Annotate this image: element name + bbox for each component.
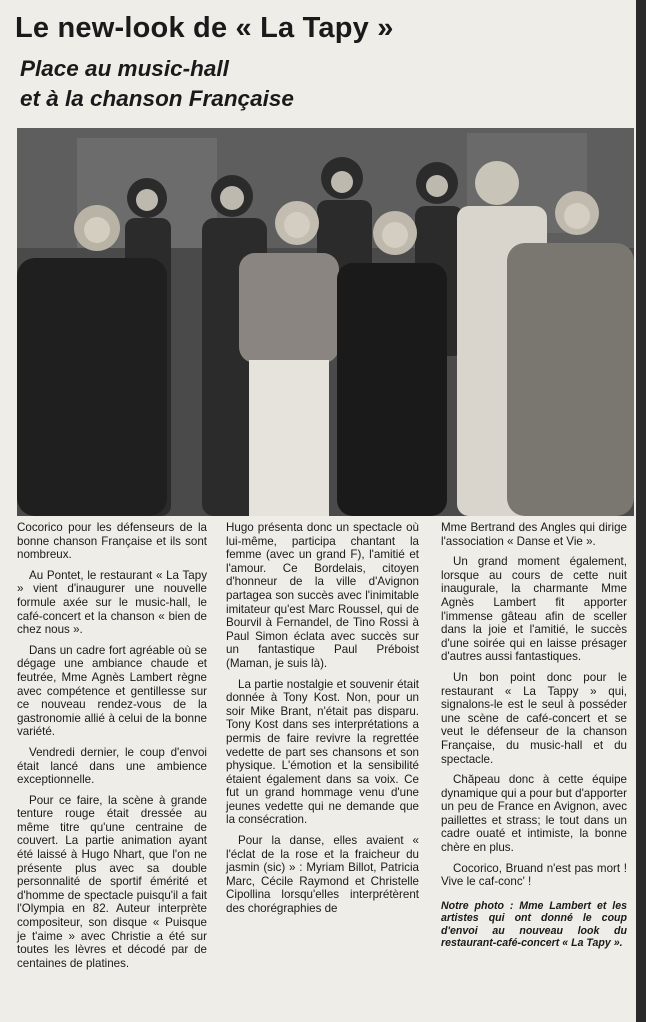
paragraph: Un bon point donc pour le restaurant « La Tappy » qui, signalons-le est le seul à posséder une scène de café-concert et se veut le défenseur de la chanson Française, du music-hall et du spectacle. <box>441 670 627 766</box>
headline: Le new-look de « La Tapy » <box>15 12 394 44</box>
paragraph: Pour ce faire, la scène à grande tenture rouge était dressée au même titre qu'une centraine de couvert. La partie animation ayant été laissé à Hugo Nhart, que l'on ne présente plus avec sa double personnalité de sportif émérité et d'homme de spectacle puisqu'il a fait l'Olympia en 82. Auteur interprète compositeur, son disque « Puisque je t'aime » avec Christie a été sur toutes les lèvres et décodé par de centaines de platines. <box>17 793 207 970</box>
article-column-3 <box>441 521 627 949</box>
article-column-2 <box>226 521 419 923</box>
paragraph: Un grand moment également, lorsque au cours de cette nuit inaugurale, la charmante Mme Agnès Lambert fit apporter l'immense gâteau afin de sceller dans la joie et l'amitié, le succès d'une soirée qui en laisse présager d'autres aussi fantastiques. <box>441 555 627 664</box>
paragraph: Vendredi dernier, le coup d'envoi était lancé dans une ambience exceptionnelle. <box>17 745 207 787</box>
paragraph: Chăpeau donc à cette équipe dynamique qui a pour but d'apporter un peu de France en Avignon, avec paillettes et strass; le tout dans un cadre ouaté et intimiste, la bonne chère en plus. <box>441 773 627 855</box>
subhead-line-2: et à la chanson Française <box>20 86 294 111</box>
photo-caption: Notre photo : Mme Lambert et les artistes qui ont donné le coup d'envoi au nouveau look du restaurant-café-concert « La Tapy ». <box>441 899 627 950</box>
paragraph: Cocorico, Bruand n'est pas mort ! Vive le caf-conc' ! <box>441 861 627 889</box>
paragraph: Au Pontet, le restaurant « La Tapy » vient d'inaugurer une nouvelle formule axée sur le music-hall, le café-concert et la chanson « bien de chez nous ». <box>17 568 207 637</box>
paragraph: Pour la danse, elles avaient « l'éclat de la rose et la fraicheur du jasmin (sic) » : Myriam Billot, Patricia Marc, Cécile Raymond et Christelle Cipollina lorsqu'elles interprétèrent des chorégraphies de <box>226 834 419 916</box>
paragraph: Cocorico pour les défenseurs de la bonne chanson Française et ils sont nombreux. <box>17 521 207 562</box>
page-edge-shadow <box>636 0 646 1022</box>
paragraph: Hugo présenta donc un spectacle où lui-même, participa chantant la femme (avec un grand F), l'amitié et l'amour. Ce Bordelais, citoyen d'honneur de la ville d'Avignon partagea son succès avec l'inimitable imitateur qu'est Marc Roussel, qui de Bourvil à Fernandel, de Tino Rossi à Paul Simon éclata avec succès sur un fantastique Paul Préboist (Maman, je suis là). <box>226 521 419 670</box>
group-photo <box>17 128 634 516</box>
subheadline <box>20 54 420 114</box>
paragraph: La partie nostalgie et souvenir était donnée à Tony Kost. Non, pour un soir Mike Brant, n'était pas disparu. Tony Kost dans ses interprétations a permis de faire revivre la regrettée vedette de part ses chansons et son physique. L'émotion et la sensibilité étaient également dans sa voix. Ce fut un grand hommage venu d'une jeunes vedette qui ne demande que la consécration. <box>226 677 419 827</box>
paragraph: Mme Bertrand des Angles qui dirige l'association « Danse et Vie ». <box>441 521 627 548</box>
subhead-line-1: Place au music-hall <box>20 56 229 81</box>
paragraph: Dans un cadre fort agréable où se dégage une ambiance chaude et feutrée, Mme Agnès Lambert règne avec compétence et gentillesse sur ce nouveau rendez-vous de la gastronomie allié à celui de la bonne variété. <box>17 643 207 739</box>
group-photo-illustration <box>17 128 634 516</box>
article-column-1 <box>17 521 207 977</box>
